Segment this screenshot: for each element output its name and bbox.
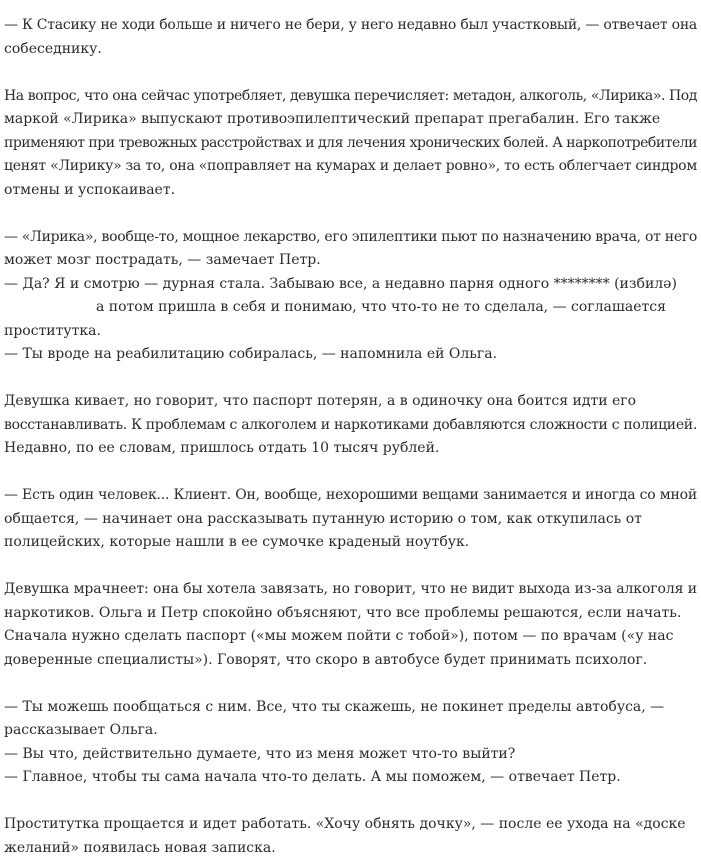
text-line: может мозг пострадать, — замечает Петр. [4, 252, 321, 268]
text-line: Проститутка прощается и идет работать. «Хочу обнять дочку», — после ее ухода на «доске [4, 816, 686, 832]
text-line: Сначала нужно сделать паспорт («мы можем пойти с тобой»), потом — по врачам («у нас [4, 628, 674, 644]
paragraph [4, 484, 697, 555]
text-line: На вопрос, что она сейчас употребляет, девушка перечисляет: метадон, алкоголь, «Лирика». Под [4, 87, 697, 104]
text-line: восстанавливать. К проблемам с алкоголем и наркотиками добавляются сложности с полицией. [4, 416, 697, 433]
text-line: Недавно, по ее словам, пришлось отдать 10 тысяч рублей. [4, 440, 440, 456]
text-line: — Есть один человек... Клиент. Он, вообще, нехорошими вещами занимается и иногда со мной [4, 487, 697, 503]
paragraph [4, 578, 697, 672]
text-line: рассказывает Ольга. [4, 722, 158, 738]
text-line: — Да? Я и смотрю — дурная стала. Забываю все, а недавно парня одного ******** (избилә) [4, 275, 677, 292]
text-line: собеседнику. [4, 40, 102, 57]
text-line: — Вы что, действительно думаете, что из меня может что-то выйти? [4, 745, 516, 762]
paragraph [4, 85, 697, 203]
text-line: общается, — начинает она рассказывать путанную историю о том, как откупилась от [4, 510, 642, 527]
text-line: маркой «Лирика» выпускают противоэпилептический препарат прегабалин. Его также [4, 111, 661, 127]
text-line: проститутка. [4, 322, 101, 339]
text-line: Девушка мрачнеет: она бы хотела завязать, но говорит, что не видит выхода из-за алкоголя и [4, 581, 698, 597]
text-line: — Ты можешь пообщаться с ним. Все, что ты скажешь, не покинет пределы автобуса, — [4, 698, 665, 715]
text-line: — Ты вроде на реабилитацию собиралась, — напомнила ей Ольга. [4, 346, 498, 362]
text-line: Девушка кивает, но говорит, что паспорт потерян, а в одиночку она боится идти его [4, 393, 637, 409]
paragraph [4, 14, 697, 61]
text-line: отмены и успокаивает. [4, 181, 176, 198]
text-line: наркотиков. Ольга и Петр спокойно объясняют, что все проблемы решаются, если начать. [4, 604, 682, 621]
paragraph [4, 696, 697, 790]
text-line: ценят «Лирику» за то, она «поправляет на кумарах и делает ровно», то есть облегчает синдром [4, 158, 697, 174]
paragraph [4, 813, 697, 860]
text-line: а потом пришла в себя и понимаю, что что-то не то сделала, — соглашается [96, 299, 666, 315]
text-line: полицейских, которые нашли в ее сумочке краденый ноутбук. [4, 534, 470, 550]
paragraph [4, 390, 697, 461]
text-line: — К Стасику не ходи больше и ничего не бери, у него недавно был участковый, — отвечает она [4, 17, 698, 33]
text-line: желаний» появилась новая записка. [4, 839, 276, 856]
text-line: доверенные специалисты»). Говорят, что скоро в автобусе будет принимать психолог. [4, 651, 648, 668]
text-line: — Главное, чтобы ты сама начала что-то делать. А мы поможем, — отвечает Петр. [4, 769, 621, 785]
text-line: применяют при тревожных расстройствах и для лечения хронических болей. А наркопотребители [4, 134, 697, 151]
text-line: — «Лирика», вообще-то, мощное лекарство, его эпилептики пьют по назначению врача, от него [4, 228, 698, 245]
paragraph [4, 226, 697, 367]
